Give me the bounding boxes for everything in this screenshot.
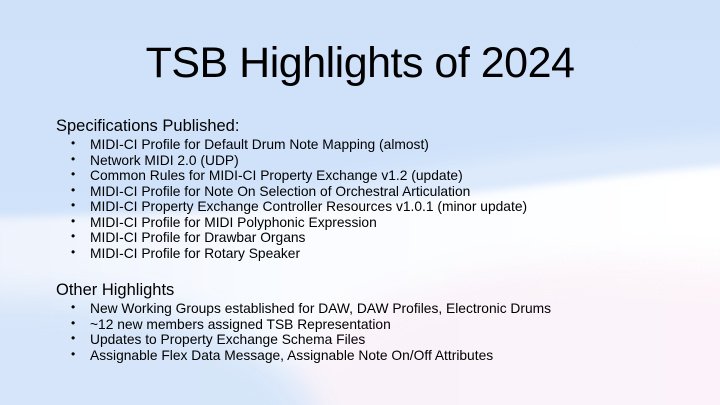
bullet-icon: •	[71, 182, 76, 197]
list-item	[56, 199, 686, 215]
bullet-icon: •	[71, 136, 76, 150]
bullet-icon: •	[71, 151, 76, 166]
bullet-icon: •	[71, 300, 76, 314]
bullet-icon: •	[71, 315, 76, 330]
bullet-text: MIDI-CI Profile for Note On Selection of Orchestral Articulation	[90, 183, 471, 199]
slide-title: TSB Highlights of 2024	[145, 39, 575, 87]
section-heading: Specifications Published:	[56, 117, 240, 135]
list-item	[56, 246, 686, 262]
bullet-list	[56, 137, 686, 261]
bullet-text: MIDI-CI Profile for MIDI Polyphonic Expression	[90, 214, 377, 230]
list-item	[56, 317, 686, 333]
bullet-text: Common Rules for MIDI-CI Property Exchange v1.2 (update)	[90, 168, 463, 183]
bullet-text: New Working Groups established for DAW, DAW Profiles, Electronic Drums	[90, 301, 552, 316]
bullet-text: MIDI-CI Profile for Rotary Speaker	[90, 245, 301, 261]
bullet-text: Network MIDI 2.0 (UDP)	[90, 152, 239, 168]
bullet-list	[56, 301, 686, 363]
list-item	[56, 332, 686, 348]
list-item	[56, 184, 686, 200]
list-item	[56, 215, 686, 231]
list-item	[56, 168, 686, 184]
bullet-text: MIDI-CI Profile for Drawbar Organs	[90, 230, 306, 245]
section-other-highlights	[56, 281, 686, 363]
bullet-icon: •	[71, 244, 76, 259]
bullet-icon: •	[71, 167, 76, 181]
bullet-icon: •	[71, 346, 76, 361]
list-item	[56, 153, 686, 169]
bullet-icon: •	[71, 331, 76, 345]
section-specifications-published	[56, 117, 686, 261]
bullet-icon: •	[71, 198, 76, 212]
bullet-icon: •	[71, 213, 76, 228]
list-item	[56, 301, 686, 317]
bullet-icon: •	[71, 229, 76, 243]
bullet-text: MIDI-CI Profile for Default Drum Note Mapping (almost)	[90, 137, 429, 152]
slide-body	[56, 117, 686, 363]
list-item	[56, 137, 686, 153]
list-item	[56, 348, 686, 364]
section-heading: Other Highlights	[56, 281, 175, 299]
bullet-text: Updates to Property Exchange Schema Files	[90, 332, 366, 347]
bullet-text: MIDI-CI Property Exchange Controller Resources v1.0.1 (minor update)	[90, 199, 528, 214]
bullet-text: Assignable Flex Data Message, Assignable Note On/Off Attributes	[90, 347, 494, 363]
bullet-text: ~12 new members assigned TSB Representation	[90, 316, 391, 332]
list-item	[56, 230, 686, 246]
